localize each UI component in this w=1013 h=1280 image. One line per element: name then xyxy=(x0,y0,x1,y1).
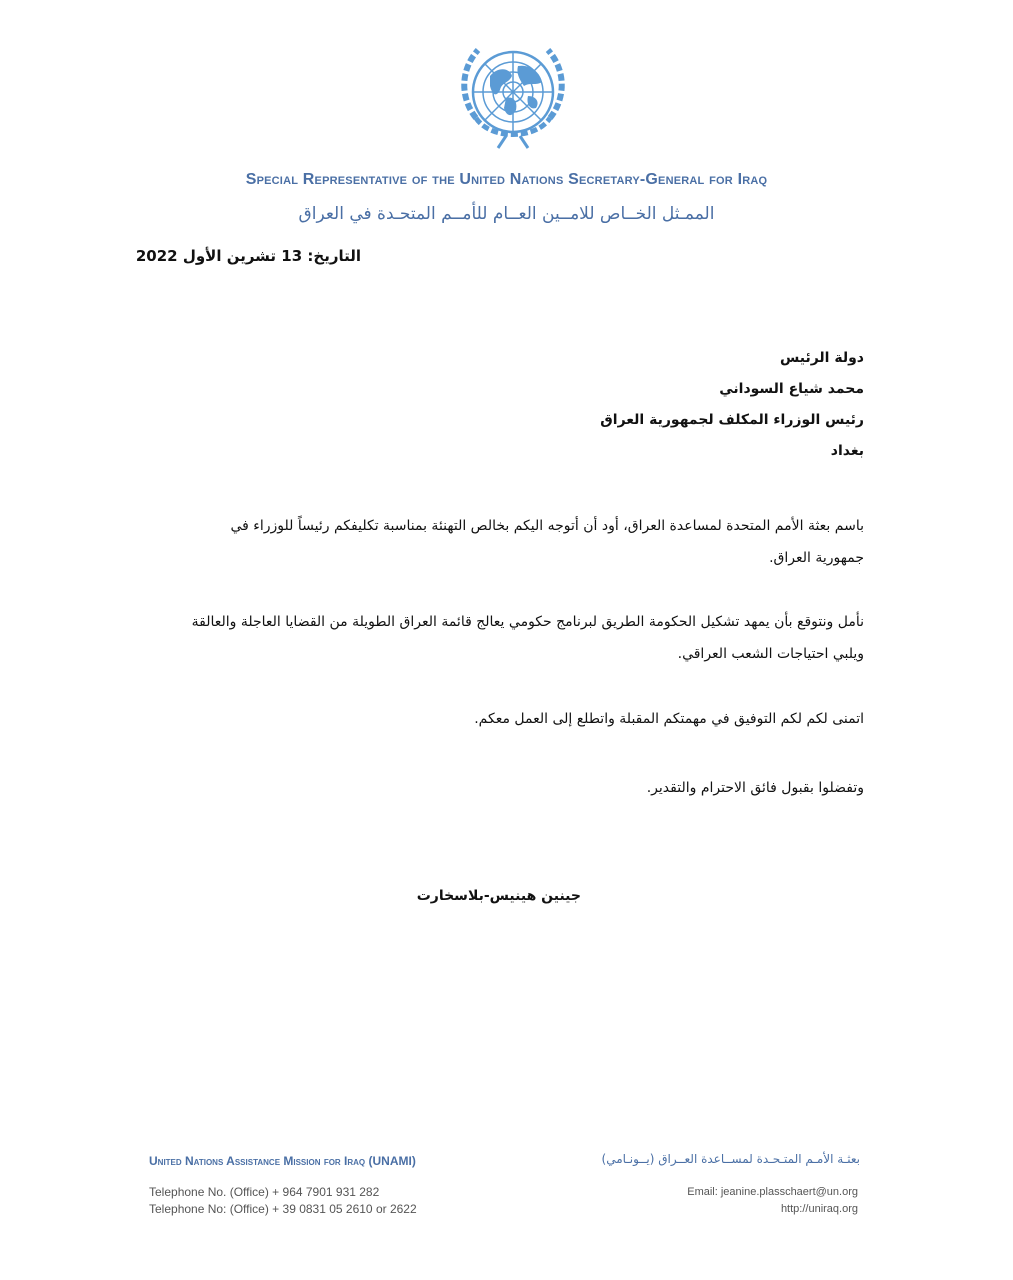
addressee-name: محمد شياع السوداني xyxy=(719,381,864,397)
body-paragraph-4: وتفضلوا بقبول فائق الاحترام والتقدير. xyxy=(646,780,864,796)
letterhead-title-ar: الممـثل الخــاص للامــين العــام للأمــم المتحـدة في العراق xyxy=(298,204,715,224)
un-emblem-icon xyxy=(446,36,580,152)
addressee-block xyxy=(600,348,864,472)
addressee-position: رئيس الوزراء المكلف لجمهورية العراق xyxy=(600,412,864,428)
addressee-title: دولة الرئيس xyxy=(779,350,864,366)
footer-contacts xyxy=(687,1184,858,1218)
signature-name: جينين هينيس-بلاسخارت xyxy=(416,888,581,904)
body-paragraph-1: باسم بعثة الأمم المتحدة لمساعدة العراق، أود أن أتوجه اليكم بخالص التهنئة بمناسبة تكليفكم رئيساً للوزراء في جمهورية العراق. xyxy=(230,518,864,566)
body-paragraph-3: اتمنى لكم لكم التوفيق في مهمتكم المقبلة واتطلع إلى العمل معكم. xyxy=(474,711,864,727)
letterhead-title-en: Special Representative of the United Nations Secretary-General for Iraq xyxy=(245,171,768,188)
footer-phone-1: Telephone No. (Office) + 964 7901 931 282 xyxy=(149,1185,380,1199)
footer-phones xyxy=(149,1184,417,1218)
addressee-city: بغداد xyxy=(830,443,864,459)
body-paragraph-2: نأمل ونتوقع بأن يمهد تشكيل الحكومة الطريق لبرنامج حكومي يعالج قائمة العراق الطويلة من القضايا العاجلة والعالقة ويلبي احتياجات الشعب العراقي. xyxy=(191,614,864,662)
footer-mission-title-en: United Nations Assistance Mission for Iraq (UNAMI) xyxy=(149,1154,416,1168)
footer-website[interactable]: http://uniraq.org xyxy=(780,1203,858,1215)
letter-date: التاريخ: 13 تشرين الأول 2022 xyxy=(135,247,361,265)
footer-mission-title-ar: بعثـة الأمـم المتـحـدة لمســاعدة العــراق (يــونـامي) xyxy=(601,1152,860,1166)
footer-phone-2: Telephone No: (Office) + 39 0831 05 2610 or 2622 xyxy=(149,1202,417,1216)
footer-email[interactable]: Email: jeanine.plasschaert@un.org xyxy=(687,1186,858,1198)
